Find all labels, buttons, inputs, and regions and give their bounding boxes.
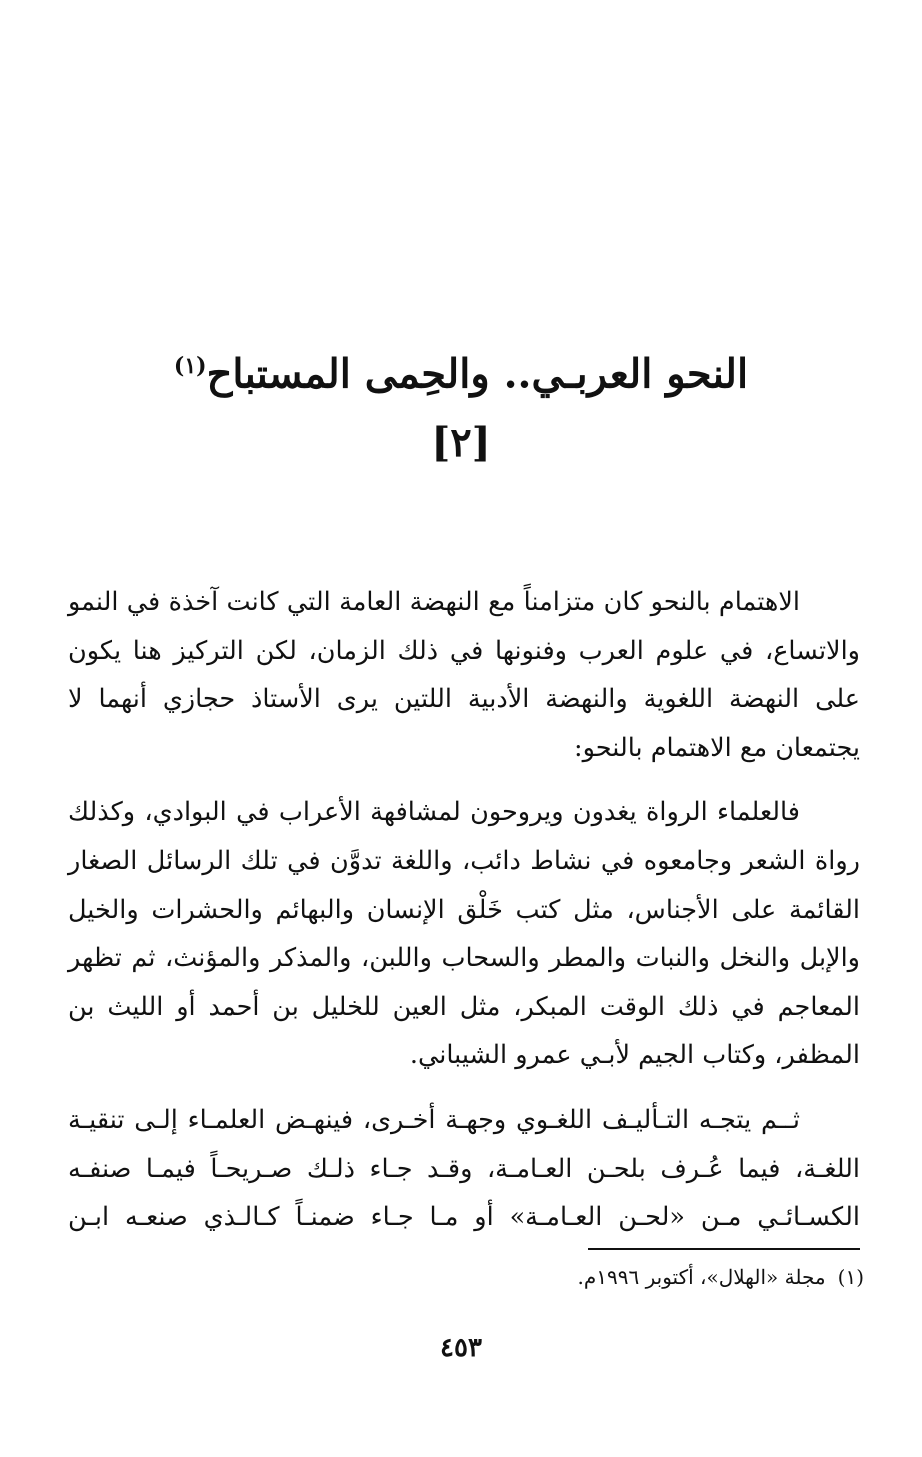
title-footnote-marker: (١): [173, 353, 207, 379]
body-text: [68, 578, 860, 1242]
paragraph-1: الاهتمام بالنحو كان متزامناً مع النهضة العامة التي كانت آخذة في النمو والاتساع، في علوم العرب وفنونها في ذلك الزمان، لكن التركيز هنا يكون على النهضة اللغوية والنهضة الأدبية اللتين يرى الأستاذ حجازي أنهما لا يجتمعان مع الاهتمام بالنحو:: [68, 587, 860, 763]
footnote-number: (١): [837, 1265, 864, 1289]
part-number: [٢]: [431, 419, 491, 466]
paragraph-2: فالعلماء الرواة يغدون ويروحون لمشافهة الأعراب في البوادي، وكذلك رواة الشعر وجامعوه في نشاط دائب، واللغة تدوَّن في تلك الرسائل الصغار القائمة على الأجناس، مثل كتب خَلْق الإنسان والبهائم والحشرات والخيل والإبل والنخل والنبات والمطر والسحاب واللبن، والمذكر والمؤنث، ثم تظهر المعاجم في ذلك الوقت المبكر، مثل العين للخليل بن أحمد أو الليث بن المظفر، وكتاب الجيم لأبـي عمرو الشيباني.: [68, 797, 860, 1071]
page-number: ٤٥٣: [440, 1333, 482, 1363]
title-text: النحو العربـي.. والحِمى المستباح: [206, 350, 749, 398]
footnote: [578, 1262, 864, 1292]
page-title: [0, 338, 922, 402]
footnote-divider: [588, 1248, 860, 1250]
footnote-text: مجلة «الهلال»، أكتوبر ١٩٩٦م.: [577, 1265, 826, 1289]
paragraph-3: ثــم يتجـه التـأليـف اللغـوي وجهـة أخـرى، فينهـض العلمـاء إلـى تنقيـة اللغـة، فيما عُـرف بلحـن العـامـة، وقـد جـاء ذلـك صـريحـاً فيمـا صنفـه الكسـائـي مـن «لحـن العـامـة» أو مـا جـاء ضمنـاً كـالـذي صنعـه ابـن: [68, 1104, 860, 1233]
